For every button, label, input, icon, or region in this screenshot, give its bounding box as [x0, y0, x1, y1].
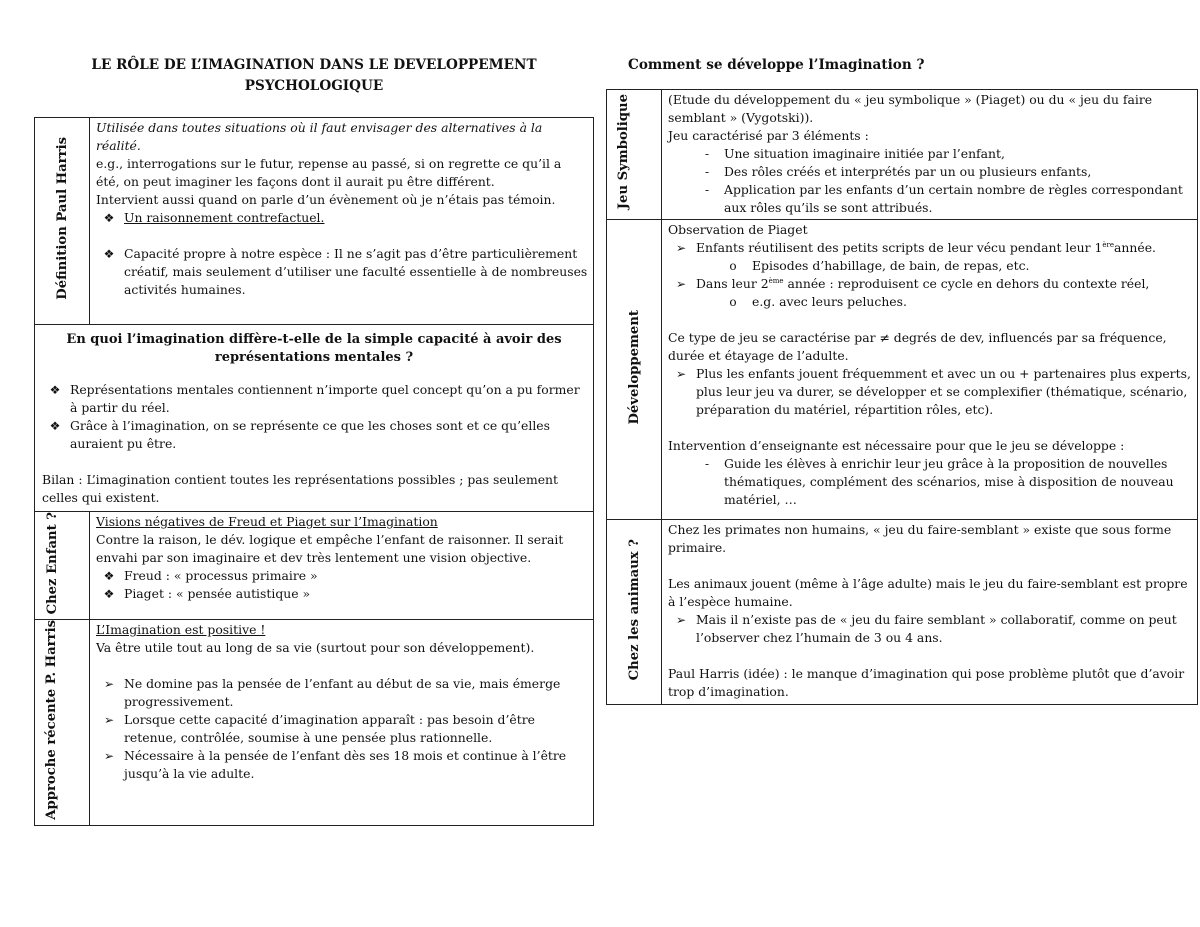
- definition-label-cell: [35, 118, 90, 325]
- animaux-jouent: Les animaux jouent (même à l’âge adulte) mais le jeu du faire-semblant est propre à l’espèce humaine.: [668, 576, 1188, 609]
- arrow-bullet-icon: ➢: [103, 713, 115, 728]
- list-item: ➢ Dans leur 2ème année : reproduisent ce cycle en dehors du contexte réel,: [668, 275, 1192, 293]
- diamond-bullet-icon: ❖: [103, 569, 115, 583]
- definition-label: Définition Paul Harris: [54, 137, 70, 300]
- arrow-bullet-icon: ➢: [675, 367, 687, 381]
- arrow-bullet-icon: ➢: [103, 677, 115, 692]
- difference-bilan: Bilan : L’imagination contient toutes les représentations possibles ; pas seulement celles qui existent.: [42, 472, 558, 505]
- list-item: - Guide les élèves à enrichir leur jeu grâce à la proposition de nouvelles thématiques, complément des scénarios, mise à disposition de nouveau matériel, …: [668, 455, 1192, 509]
- enfant-label-cell: [35, 512, 90, 620]
- left-table: [34, 117, 594, 826]
- difference-content: [35, 325, 594, 512]
- enfant-label: Chez Enfant ?: [45, 512, 60, 615]
- developpement-label: Développement: [626, 309, 642, 425]
- list-item: o e.g. avec leurs peluches.: [668, 293, 1192, 311]
- jeu-row: [607, 90, 1198, 220]
- harris-label: Approche récente P. Harris: [44, 620, 59, 821]
- list-item: ➢ Mais il n’existe pas de « jeu du faire semblant » collaboratif, comme on peut l’observer chez l’humain de 3 ou 4 ans.: [668, 611, 1192, 647]
- list-item: ➢ Nécessaire à la pensée de l’enfant dès ses 18 mois et continue à l’être jusqu’à la vie adulte.: [96, 747, 588, 783]
- arrow-bullet-icon: ➢: [675, 241, 687, 255]
- animaux-label-cell: [607, 520, 662, 705]
- harris-row: [35, 620, 594, 826]
- dash-bullet-icon: -: [704, 457, 710, 471]
- definition-content: [90, 118, 594, 325]
- dash-bullet-icon: -: [704, 147, 710, 161]
- diamond-bullet-icon: ❖: [103, 587, 115, 601]
- jeu-intro: (Etude du développement du « jeu symbolique » (Piaget) ou du « jeu du faire semblant » (Vygotski)).: [668, 92, 1153, 125]
- developpement-heading: Observation de Piaget: [668, 222, 808, 237]
- diamond-bullet-icon: ❖: [103, 247, 115, 261]
- jeu-label: Jeu Symbolique: [616, 94, 631, 210]
- circle-bullet-icon: o: [729, 259, 737, 273]
- difference-row: [35, 325, 594, 512]
- animaux-content: [662, 520, 1198, 705]
- developpement-row: [607, 220, 1198, 520]
- page-title-left: LE RÔLE DE L’IMAGINATION DANS LE DEVELOPPEMENT PSYCHOLOGIQUE: [91, 57, 537, 94]
- list-item: - Des rôles créés et interprétés par un ou plusieurs enfants,: [668, 163, 1192, 181]
- diamond-bullet-icon: ❖: [49, 419, 61, 433]
- list-item: ➢ Enfants réutilisent des petits scripts de leur vécu pendant leur 1èreannée.: [668, 239, 1192, 257]
- harris-label-cell: [35, 620, 90, 826]
- animaux-row: [607, 520, 1198, 705]
- enfant-text: Contre la raison, le dév. logique et empêche l’enfant de raisonner. Il serait envahi par son imaginaire et dev très lentement une vision objective.: [96, 532, 564, 565]
- list-item: - Application par les enfants d’un certain nombre de règles correspondant aux rôles qu’ils se sont attribués.: [668, 181, 1192, 217]
- harris-heading: L’Imagination est positive !: [96, 622, 266, 638]
- list-item: ❖ Capacité propre à notre espèce : Il ne s’agit pas d’être particulièrement créatif, mais seulement d’utiliser une faculté essentielle à de nombreuses activités humaines.: [96, 245, 588, 299]
- developpement-label-cell: [607, 220, 662, 520]
- harris-content: [90, 620, 594, 826]
- diamond-bullet-icon: ❖: [103, 211, 115, 225]
- enfant-row: [35, 512, 594, 620]
- difference-question: En quoi l’imagination diffère-t-elle de la simple capacité à avoir des représentations mentales ?: [66, 332, 562, 365]
- list-item: ❖ Représentations mentales contiennent n’importe quel concept qu’on a pu former à partir du réel.: [42, 381, 586, 417]
- list-item: ➢ Ne domine pas la pensée de l’enfant au début de sa vie, mais émerge progressivement.: [96, 675, 588, 711]
- developpement-para: Ce type de jeu se caractérise par ≠ degrés de dev, influencés par sa fréquence, durée et étayage de l’adulte.: [668, 330, 1167, 363]
- list-item: ❖ Grâce à l’imagination, on se représente ce que les choses sont et ce qu’elles auraient pu être.: [42, 417, 586, 453]
- jeu-content: [662, 90, 1198, 220]
- definition-witness: Intervient aussi quand on parle d’un évènement où je n’étais pas témoin.: [96, 192, 556, 207]
- list-item: ➢ Lorsque cette capacité d’imagination apparaît : pas besoin d’être retenue, contrôlée, soumise à une pensée plus rationnelle.: [96, 711, 588, 747]
- animaux-harris: Paul Harris (idée) : le manque d’imagination qui pose problème plutôt que d’avoir trop d’imagination.: [668, 666, 1185, 699]
- arrow-bullet-icon: ➢: [675, 613, 687, 627]
- jeu-caracterise: Jeu caractérisé par 3 éléments :: [668, 128, 869, 143]
- dash-bullet-icon: -: [704, 183, 710, 197]
- list-item: ❖ Un raisonnement contrefactuel.: [96, 209, 588, 227]
- list-item: o Episodes d’habillage, de bain, de repas, etc.: [668, 257, 1192, 275]
- list-item: - Une situation imaginaire initiée par l’enfant,: [668, 145, 1192, 163]
- developpement-intervention: Intervention d’enseignante est nécessaire pour que le jeu se développe :: [668, 438, 1125, 453]
- jeu-label-cell: [607, 90, 662, 220]
- arrow-bullet-icon: ➢: [675, 277, 687, 291]
- right-table: [606, 89, 1198, 705]
- harris-text: Va être utile tout au long de sa vie (surtout pour son développement).: [96, 640, 535, 656]
- definition-line: Utilisée dans toutes situations où il faut envisager des alternatives à la réalité.: [96, 120, 543, 153]
- list-item: ❖ Freud : « processus primaire »: [96, 567, 588, 585]
- developpement-content: [662, 220, 1198, 520]
- definition-row: [35, 118, 594, 325]
- list-item: ➢ Plus les enfants jouent fréquemment et avec un ou + partenaires plus experts, plus leur jeu va durer, se développer et se complexifier (thématique, scénario, préparation du matériel, répartition rôles, etc).: [668, 365, 1192, 419]
- diamond-bullet-icon: ❖: [49, 383, 61, 397]
- list-item: ❖ Piaget : « pensée autistique »: [96, 585, 588, 603]
- enfant-content: [90, 512, 594, 620]
- circle-bullet-icon: o: [729, 295, 737, 309]
- animaux-label: Chez les animaux ?: [626, 538, 642, 681]
- enfant-heading: Visions négatives de Freud et Piaget sur l’Imagination: [96, 514, 438, 529]
- definition-example: e.g., interrogations sur le futur, repense au passé, si on regrette ce qu’il a été, on peut imaginer les façons dont il aurait pu être différent.: [96, 156, 562, 189]
- arrow-bullet-icon: ➢: [103, 749, 115, 764]
- animaux-primates: Chez les primates non humains, « jeu du faire-semblant » existe que sous forme primaire.: [668, 522, 1172, 555]
- page-title-right: Comment se développe l’Imagination ?: [628, 57, 925, 73]
- dash-bullet-icon: -: [704, 165, 710, 179]
